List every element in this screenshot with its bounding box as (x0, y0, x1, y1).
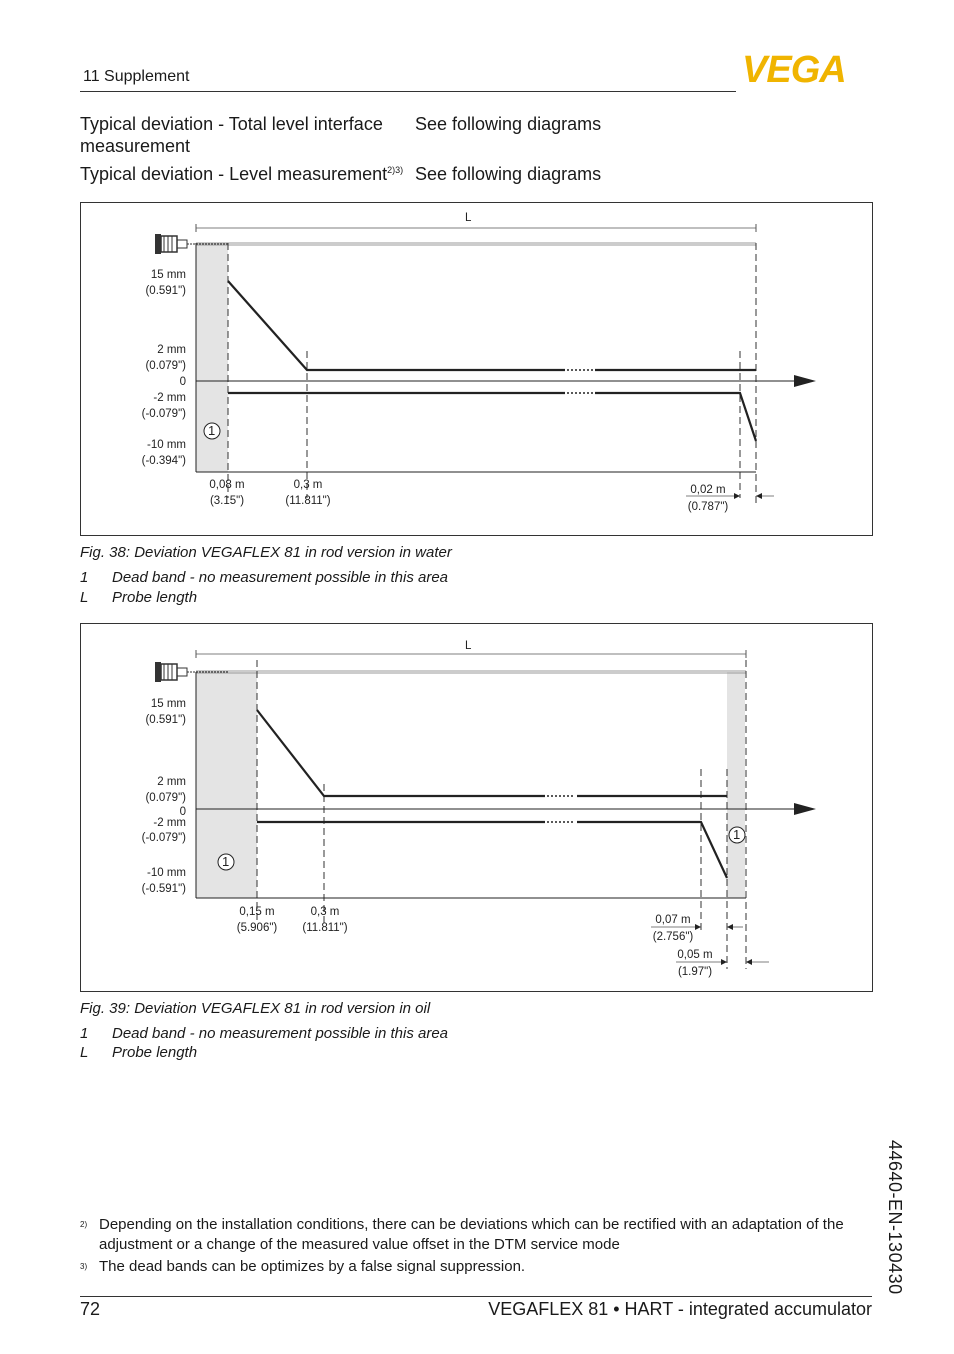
svg-text:(0.079"): (0.079") (145, 792, 186, 804)
dead-band-area-right (727, 672, 745, 898)
figure-39-legend-1: 1 Dead band - no measurement possible in this area (80, 1025, 449, 1042)
figure-38-legend-1: 1 Dead band - no measurement possible in this area (80, 569, 449, 586)
svg-text:0,05 m: 0,05 m (677, 949, 713, 961)
svg-text:0,15 m: 0,15 m (239, 906, 275, 918)
svg-text:-10 mm: -10 mm (147, 439, 186, 451)
vega-logo-text: VEGA (742, 52, 846, 84)
svg-text:(0.591"): (0.591") (145, 714, 186, 726)
figure-39-svg (81, 624, 874, 993)
svg-text:0,3 m: 0,3 m (310, 906, 340, 918)
figure-38-svg (81, 203, 874, 537)
svg-text:(0.787"): (0.787") (687, 501, 729, 513)
svg-text:0,08 m: 0,08 m (209, 479, 245, 491)
svg-text:(11.811"): (11.811") (285, 495, 331, 507)
svg-text:15 mm: 15 mm (150, 698, 186, 710)
x-axis-arrow (794, 803, 816, 815)
figure-38-diagram (80, 202, 873, 536)
document-id: 44640-EN-130430 (885, 1140, 905, 1295)
figure-38-legend-l: L Probe length (80, 589, 198, 606)
svg-text:-2 mm: -2 mm (153, 392, 186, 404)
svg-text:(5.906"): (5.906") (236, 922, 278, 934)
spec-value-level: See following diagrams (415, 164, 602, 184)
page-number: 72 (80, 1299, 101, 1319)
x-axis-arrow (794, 375, 816, 387)
length-label: L (465, 640, 472, 652)
upper-deviation-curve (228, 281, 565, 370)
svg-text:-2 mm: -2 mm (153, 817, 186, 829)
svg-text:0: 0 (179, 806, 186, 818)
svg-text:1: 1 (222, 854, 230, 869)
svg-text:(-0.394"): (-0.394") (141, 455, 186, 467)
svg-text:(11.811"): (11.811") (302, 922, 348, 934)
section-title: 11 Supplement (83, 68, 190, 85)
length-label: L (465, 212, 472, 224)
svg-text:(0.079"): (0.079") (145, 360, 186, 372)
svg-text:2 mm: 2 mm (157, 776, 186, 788)
svg-text:0,02 m: 0,02 m (690, 484, 726, 496)
svg-text:0: 0 (179, 376, 186, 388)
figure-39-legend-l: L Probe length (80, 1044, 198, 1061)
figure-39-caption: Fig. 39: Deviation VEGAFLEX 81 in rod version in oil (80, 1000, 431, 1017)
svg-text:(-0.079"): (-0.079") (141, 408, 186, 420)
figure-38-caption: Fig. 38: Deviation VEGAFLEX 81 in rod version in water (80, 544, 452, 561)
svg-text:1: 1 (733, 827, 741, 842)
svg-text:15 mm: 15 mm (150, 269, 186, 281)
footnote-2: 2) Depending on the installation conditions, there can be deviations which can be rectified with an adaptation of the adjustment or a change of the measured value offset in the DTM service mode (80, 1216, 844, 1253)
figure-39-diagram (80, 623, 873, 992)
svg-text:1: 1 (208, 423, 216, 438)
svg-text:0,3 m: 0,3 m (293, 479, 323, 491)
upper-deviation-curve (257, 710, 545, 796)
spec-label-level: Typical deviation - Level measurement$^{2)3)}$ (80, 164, 404, 184)
vega-logo (742, 52, 872, 84)
header-rule (80, 91, 736, 92)
footer-title: VEGAFLEX 81 • HART - integrated accumulator (488, 1299, 872, 1319)
svg-text:-10 mm: -10 mm (147, 867, 186, 879)
svg-text:0,07 m: 0,07 m (655, 914, 691, 926)
svg-text:2 mm: 2 mm (157, 344, 186, 356)
svg-text:(0.591"): (0.591") (145, 285, 186, 297)
footnote-3: 3) The dead bands can be optimizes by a false signal suppression. (80, 1258, 526, 1275)
svg-text:(2.756"): (2.756") (652, 931, 694, 943)
footer-rule (80, 1296, 872, 1297)
spec-label-interface: Typical deviation - Total level interface measurement (80, 114, 383, 156)
svg-text:(-0.591"): (-0.591") (141, 883, 186, 895)
svg-text:(-0.079"): (-0.079") (141, 832, 186, 844)
svg-text:(1.97"): (1.97") (677, 966, 713, 978)
spec-value-interface: See following diagrams (415, 114, 602, 134)
svg-text:(3.15"): (3.15") (209, 495, 245, 507)
